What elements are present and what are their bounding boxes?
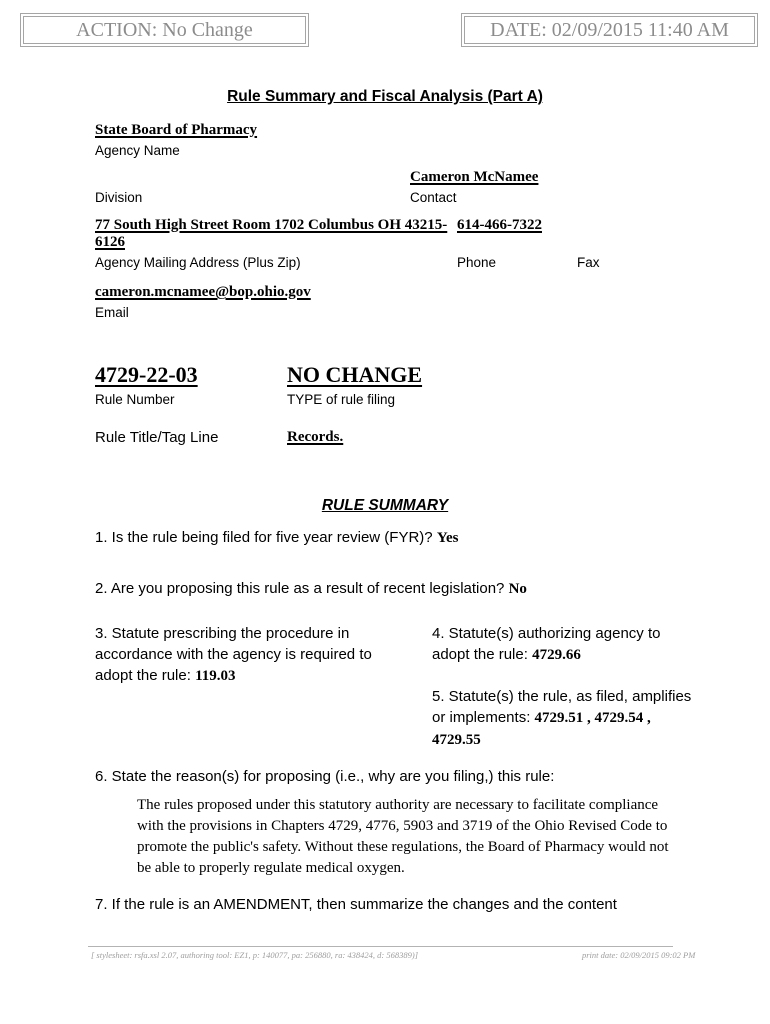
email-label: Email bbox=[95, 305, 129, 320]
document-title: Rule Summary and Fiscal Analysis (Part A) bbox=[227, 88, 543, 105]
address-label: Agency Mailing Address (Plus Zip) bbox=[95, 255, 301, 270]
filing-type-value: NO CHANGE bbox=[287, 362, 423, 387]
action-stamp-box bbox=[20, 13, 309, 47]
fax-label: Fax bbox=[577, 255, 600, 270]
question-7-text: 7. If the rule is an AMENDMENT, then summarize the changes and the content bbox=[95, 896, 617, 913]
question-7 bbox=[95, 894, 725, 915]
question-6 bbox=[95, 766, 715, 787]
question-3 bbox=[95, 623, 392, 687]
agency-name-value: State Board of Pharmacy bbox=[95, 122, 258, 138]
question-5-text: 5. Statute(s) the rule, as filed, amplifies or implements: bbox=[432, 688, 692, 726]
question-2-answer: No bbox=[508, 581, 527, 597]
question-5-answer: 4729.51 , 4729.54 , 4729.55 bbox=[432, 710, 651, 748]
rule-number-value: 4729-22-03 bbox=[95, 362, 198, 387]
rule-title-value: Records. bbox=[287, 429, 344, 445]
question-4-text: 4. Statute(s) authorizing agency to adopt the rule: bbox=[432, 625, 661, 663]
question-5 bbox=[432, 686, 694, 751]
date-stamp-box bbox=[461, 13, 758, 47]
rule-summary-heading: RULE SUMMARY bbox=[321, 497, 449, 514]
email-value: cameron.mcnamee@bop.ohio.gov bbox=[95, 284, 311, 300]
question-1-answer: Yes bbox=[436, 530, 459, 546]
question-6-text: 6. State the reason(s) for proposing (i.e., why are you filing,) this rule: bbox=[95, 768, 555, 785]
agency-name-label: Agency Name bbox=[95, 143, 180, 158]
question-1-text: 1. Is the rule being filed for five year review (FYR)? bbox=[95, 529, 433, 546]
division-label: Division bbox=[95, 190, 143, 205]
rule-number-field bbox=[95, 362, 198, 408]
question-2 bbox=[95, 578, 715, 600]
rule-title-label: Rule Title/Tag Line bbox=[95, 429, 219, 446]
agency-name-field bbox=[95, 122, 257, 159]
contact-field bbox=[410, 169, 538, 206]
question-3-answer: 119.03 bbox=[195, 668, 236, 684]
contact-value: Cameron McNamee bbox=[410, 169, 539, 185]
footer-stylesheet-info: [ stylesheet: rsfa.xsl 2.07, authoring tool: EZ1, p: 140077, pa: 256880, ra: 438424, d: 568389)] bbox=[91, 950, 418, 960]
filing-type-field bbox=[287, 362, 422, 408]
rule-number-label: Rule Number bbox=[95, 392, 175, 407]
action-stamp-label: ACTION: No Change bbox=[76, 18, 253, 41]
phone-value: 614-466-7322 bbox=[457, 217, 542, 233]
filing-type-label: TYPE of rule filing bbox=[287, 392, 396, 407]
question-2-text: 2. Are you proposing this rule as a result of recent legislation? bbox=[95, 580, 505, 597]
question-4-answer: 4729.66 bbox=[532, 647, 581, 663]
question-1 bbox=[95, 527, 715, 549]
contact-label: Contact bbox=[410, 190, 457, 205]
address-value: 77 South High Street Room 1702 Columbus OH 43215-6126 bbox=[95, 217, 448, 250]
phone-label: Phone bbox=[457, 255, 497, 270]
footer-print-date: print date: 02/09/2015 09:02 PM bbox=[582, 950, 696, 960]
date-stamp-label: DATE: 02/09/2015 11:40 AM bbox=[490, 18, 729, 41]
address-field bbox=[95, 217, 460, 271]
footer-divider bbox=[88, 946, 673, 947]
question-4 bbox=[432, 623, 694, 666]
question-3-text: 3. Statute prescribing the procedure in accordance with the agency is required to adopt the rule: bbox=[95, 625, 372, 684]
email-field bbox=[95, 284, 311, 321]
question-6-answer-paragraph: The rules proposed under this statutory authority are necessary to facilitate compliance with the provisions in Chapters 4729, 4776, 5903 and 3719 of the Ohio Revised Code to promote the public's safety. Without these regulations, the Board of Pharmacy would not be able to properly regulate medical oxygen. bbox=[137, 797, 669, 876]
